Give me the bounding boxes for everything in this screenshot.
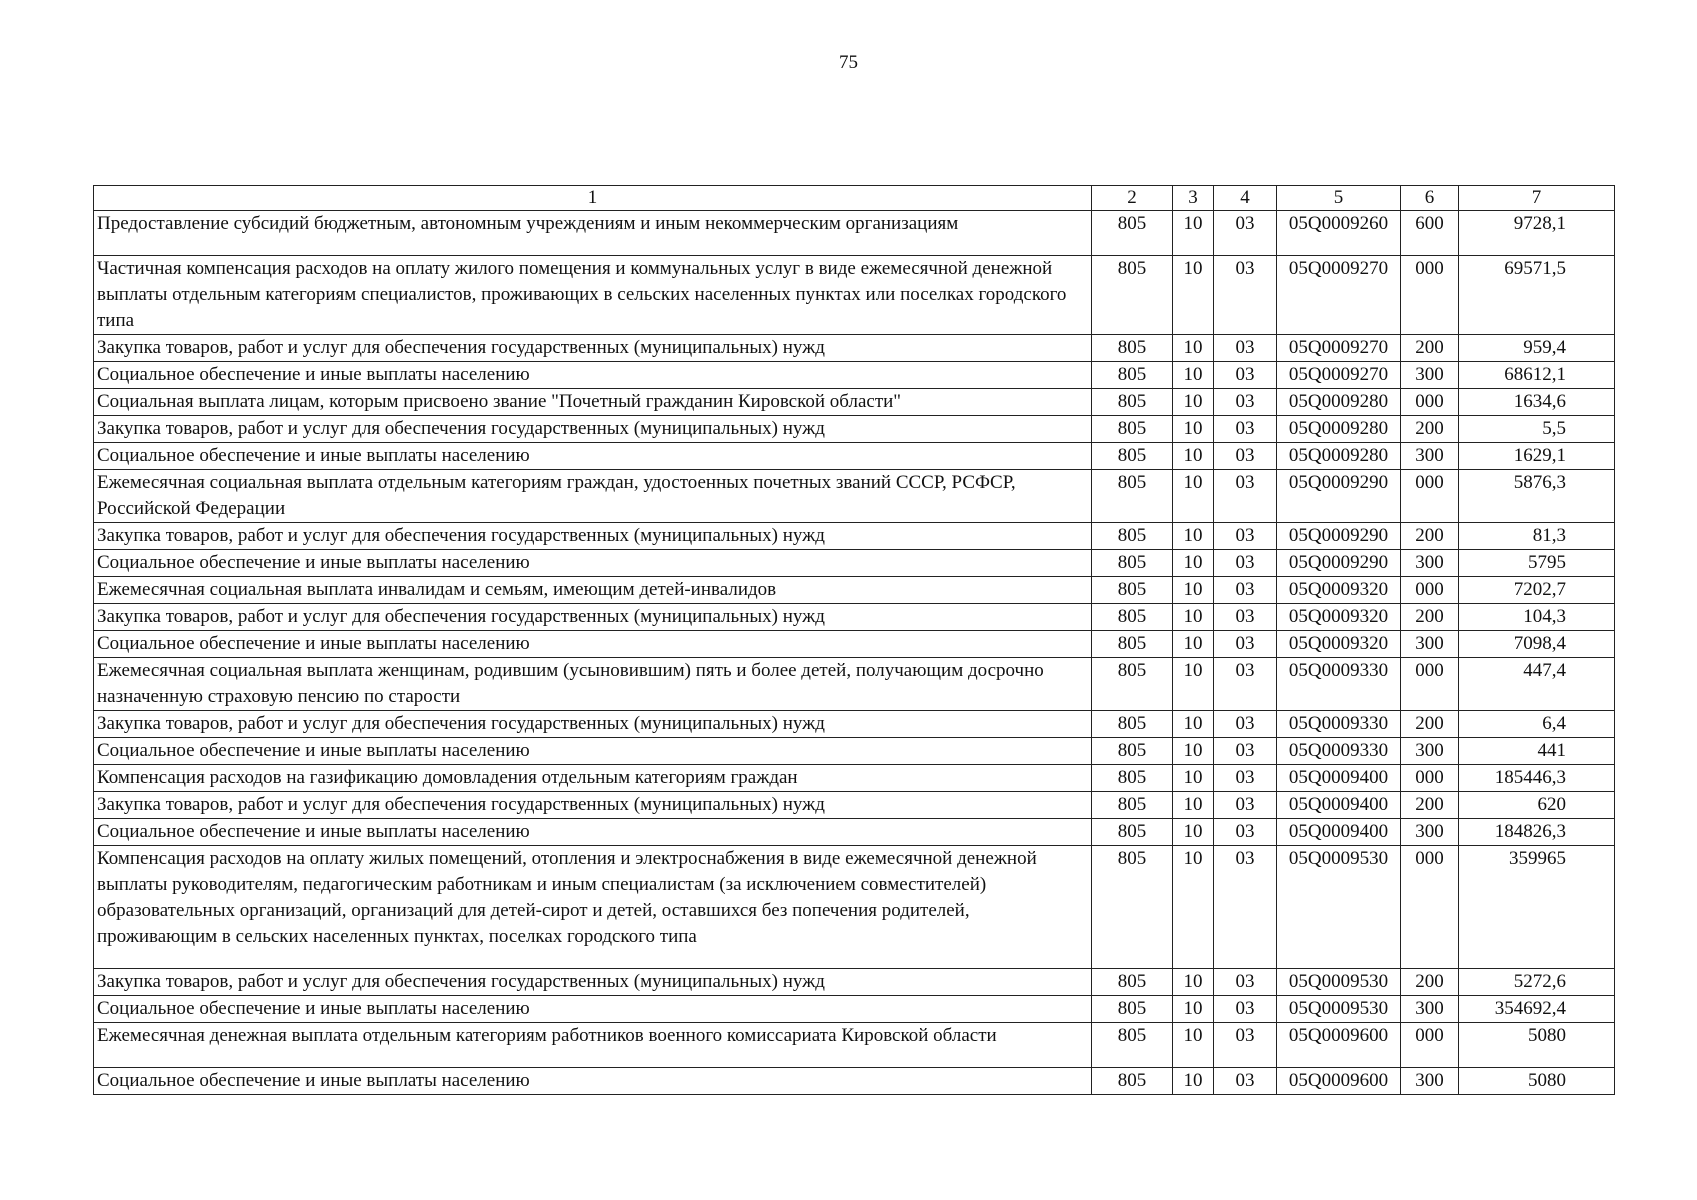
cell-amount: 7098,4 xyxy=(1459,631,1615,658)
cell-amount: 81,3 xyxy=(1459,523,1615,550)
cell-col-3: 10 xyxy=(1173,211,1214,256)
cell-col-2: 805 xyxy=(1092,470,1173,523)
cell-col-3: 10 xyxy=(1173,658,1214,711)
table-row xyxy=(94,443,1615,470)
cell-col-3: 10 xyxy=(1173,996,1214,1023)
cell-col-4: 03 xyxy=(1214,631,1277,658)
cell-col-5: 05Q0009270 xyxy=(1277,362,1401,389)
cell-col-6: 300 xyxy=(1401,550,1459,577)
table-row xyxy=(94,792,1615,819)
cell-col-3: 10 xyxy=(1173,416,1214,443)
cell-col-5: 05Q0009290 xyxy=(1277,523,1401,550)
cell-col-5: 05Q0009400 xyxy=(1277,792,1401,819)
cell-amount: 7202,7 xyxy=(1459,577,1615,604)
cell-col-5: 05Q0009330 xyxy=(1277,738,1401,765)
row-description: Закупка товаров, работ и услуг для обеспечения государственных (муниципальных) нужд xyxy=(94,969,1092,996)
cell-col-6: 000 xyxy=(1401,470,1459,523)
cell-col-3: 10 xyxy=(1173,523,1214,550)
cell-col-4: 03 xyxy=(1214,335,1277,362)
cell-col-2: 805 xyxy=(1092,1068,1173,1095)
table-row xyxy=(94,604,1615,631)
cell-col-5: 05Q0009290 xyxy=(1277,550,1401,577)
cell-col-6: 300 xyxy=(1401,996,1459,1023)
row-description: Социальное обеспечение и иные выплаты населению xyxy=(94,996,1092,1023)
cell-col-4: 03 xyxy=(1214,738,1277,765)
cell-amount: 5272,6 xyxy=(1459,969,1615,996)
cell-col-2: 805 xyxy=(1092,335,1173,362)
cell-col-6: 300 xyxy=(1401,443,1459,470)
cell-col-2: 805 xyxy=(1092,631,1173,658)
cell-col-3: 10 xyxy=(1173,577,1214,604)
cell-amount: 354692,4 xyxy=(1459,996,1615,1023)
cell-col-4: 03 xyxy=(1214,604,1277,631)
row-description: Компенсация расходов на оплату жилых помещений, отопления и электроснабжения в виде ежемесячной денежной выплаты руководителям, педагогическим работникам и иным специалистам (за исключением совместителей) образовательных организаций, организаций для детей-сирот и детей, оставшихся без попечения родителей, проживающим в сельских населенных пунктах, поселках городского типа xyxy=(94,846,1092,969)
cell-col-4: 03 xyxy=(1214,819,1277,846)
cell-col-4: 03 xyxy=(1214,550,1277,577)
cell-amount: 104,3 xyxy=(1459,604,1615,631)
cell-col-4: 03 xyxy=(1214,1023,1277,1068)
table-row xyxy=(94,523,1615,550)
cell-col-3: 10 xyxy=(1173,470,1214,523)
cell-col-4: 03 xyxy=(1214,416,1277,443)
cell-col-2: 805 xyxy=(1092,256,1173,335)
cell-col-5: 05Q0009330 xyxy=(1277,711,1401,738)
cell-amount: 6,4 xyxy=(1459,711,1615,738)
cell-col-3: 10 xyxy=(1173,738,1214,765)
cell-col-5: 05Q0009600 xyxy=(1277,1023,1401,1068)
cell-col-2: 805 xyxy=(1092,604,1173,631)
cell-col-4: 03 xyxy=(1214,362,1277,389)
cell-col-4: 03 xyxy=(1214,765,1277,792)
column-header: 4 xyxy=(1214,186,1277,211)
cell-col-3: 10 xyxy=(1173,443,1214,470)
cell-amount: 9728,1 xyxy=(1459,211,1615,256)
cell-col-2: 805 xyxy=(1092,577,1173,604)
row-description: Предоставление субсидий бюджетным, автономным учреждениям и иным некоммерческим организациям xyxy=(94,211,1092,256)
column-header: 1 xyxy=(94,186,1092,211)
cell-amount: 5,5 xyxy=(1459,416,1615,443)
cell-col-2: 805 xyxy=(1092,711,1173,738)
cell-col-3: 10 xyxy=(1173,846,1214,969)
cell-amount: 447,4 xyxy=(1459,658,1615,711)
table-row xyxy=(94,577,1615,604)
cell-col-3: 10 xyxy=(1173,1068,1214,1095)
row-description: Социальная выплата лицам, которым присвоено звание "Почетный гражданин Кировской области" xyxy=(94,389,1092,416)
cell-col-6: 000 xyxy=(1401,846,1459,969)
cell-col-2: 805 xyxy=(1092,416,1173,443)
cell-col-5: 05Q0009290 xyxy=(1277,470,1401,523)
cell-col-5: 05Q0009530 xyxy=(1277,846,1401,969)
table-row xyxy=(94,846,1615,969)
cell-col-4: 03 xyxy=(1214,577,1277,604)
cell-col-2: 805 xyxy=(1092,362,1173,389)
row-description: Социальное обеспечение и иные выплаты населению xyxy=(94,443,1092,470)
row-description: Социальное обеспечение и иные выплаты населению xyxy=(94,550,1092,577)
column-header: 6 xyxy=(1401,186,1459,211)
cell-amount: 5876,3 xyxy=(1459,470,1615,523)
column-header: 2 xyxy=(1092,186,1173,211)
cell-col-4: 03 xyxy=(1214,996,1277,1023)
table-row xyxy=(94,631,1615,658)
table-row xyxy=(94,819,1615,846)
cell-amount: 441 xyxy=(1459,738,1615,765)
row-description: Закупка товаров, работ и услуг для обеспечения государственных (муниципальных) нужд xyxy=(94,335,1092,362)
cell-col-4: 03 xyxy=(1214,443,1277,470)
cell-col-4: 03 xyxy=(1214,389,1277,416)
cell-col-5: 05Q0009400 xyxy=(1277,819,1401,846)
cell-col-5: 05Q0009270 xyxy=(1277,335,1401,362)
cell-col-6: 200 xyxy=(1401,335,1459,362)
table-row xyxy=(94,765,1615,792)
cell-col-4: 03 xyxy=(1214,211,1277,256)
cell-col-2: 805 xyxy=(1092,765,1173,792)
cell-amount: 68612,1 xyxy=(1459,362,1615,389)
cell-col-6: 300 xyxy=(1401,631,1459,658)
cell-col-6: 000 xyxy=(1401,658,1459,711)
cell-col-5: 05Q0009280 xyxy=(1277,389,1401,416)
cell-col-3: 10 xyxy=(1173,765,1214,792)
cell-col-2: 805 xyxy=(1092,738,1173,765)
cell-col-4: 03 xyxy=(1214,846,1277,969)
cell-col-3: 10 xyxy=(1173,335,1214,362)
table-row xyxy=(94,1068,1615,1095)
cell-col-6: 000 xyxy=(1401,577,1459,604)
table-row xyxy=(94,1023,1615,1068)
row-description: Закупка товаров, работ и услуг для обеспечения государственных (муниципальных) нужд xyxy=(94,711,1092,738)
row-description: Закупка товаров, работ и услуг для обеспечения государственных (муниципальных) нужд xyxy=(94,604,1092,631)
table-row xyxy=(94,969,1615,996)
cell-col-6: 300 xyxy=(1401,1068,1459,1095)
cell-col-6: 200 xyxy=(1401,523,1459,550)
cell-amount: 1634,6 xyxy=(1459,389,1615,416)
cell-amount: 5080 xyxy=(1459,1068,1615,1095)
table-row xyxy=(94,256,1615,335)
cell-col-5: 05Q0009600 xyxy=(1277,1068,1401,1095)
cell-col-6: 600 xyxy=(1401,211,1459,256)
cell-col-3: 10 xyxy=(1173,604,1214,631)
cell-amount: 359965 xyxy=(1459,846,1615,969)
cell-col-3: 10 xyxy=(1173,711,1214,738)
row-description: Ежемесячная социальная выплата инвалидам и семьям, имеющим детей-инвалидов xyxy=(94,577,1092,604)
row-description: Социальное обеспечение и иные выплаты населению xyxy=(94,819,1092,846)
row-description: Закупка товаров, работ и услуг для обеспечения государственных (муниципальных) нужд xyxy=(94,792,1092,819)
cell-col-4: 03 xyxy=(1214,470,1277,523)
cell-col-5: 05Q0009330 xyxy=(1277,658,1401,711)
cell-col-2: 805 xyxy=(1092,996,1173,1023)
cell-col-3: 10 xyxy=(1173,969,1214,996)
cell-col-6: 300 xyxy=(1401,738,1459,765)
cell-col-5: 05Q0009320 xyxy=(1277,631,1401,658)
table-row xyxy=(94,335,1615,362)
cell-col-2: 805 xyxy=(1092,846,1173,969)
cell-col-2: 805 xyxy=(1092,389,1173,416)
table-row xyxy=(94,416,1615,443)
table-row xyxy=(94,362,1615,389)
cell-col-3: 10 xyxy=(1173,362,1214,389)
row-description: Социальное обеспечение и иные выплаты населению xyxy=(94,1068,1092,1095)
cell-amount: 185446,3 xyxy=(1459,765,1615,792)
cell-col-3: 10 xyxy=(1173,1023,1214,1068)
cell-amount: 620 xyxy=(1459,792,1615,819)
cell-col-2: 805 xyxy=(1092,1023,1173,1068)
cell-col-2: 805 xyxy=(1092,658,1173,711)
cell-col-3: 10 xyxy=(1173,389,1214,416)
table-row xyxy=(94,996,1615,1023)
cell-amount: 1629,1 xyxy=(1459,443,1615,470)
page-number: 75 xyxy=(839,52,858,73)
cell-col-3: 10 xyxy=(1173,792,1214,819)
cell-col-6: 200 xyxy=(1401,969,1459,996)
cell-col-3: 10 xyxy=(1173,819,1214,846)
table-row xyxy=(94,738,1615,765)
cell-col-6: 200 xyxy=(1401,792,1459,819)
cell-amount: 69571,5 xyxy=(1459,256,1615,335)
cell-col-4: 03 xyxy=(1214,523,1277,550)
table-row xyxy=(94,658,1615,711)
cell-col-5: 05Q0009320 xyxy=(1277,577,1401,604)
cell-col-6: 200 xyxy=(1401,604,1459,631)
cell-col-6: 000 xyxy=(1401,1023,1459,1068)
cell-col-5: 05Q0009530 xyxy=(1277,996,1401,1023)
cell-col-2: 805 xyxy=(1092,211,1173,256)
cell-col-2: 805 xyxy=(1092,550,1173,577)
row-description: Компенсация расходов на газификацию домовладения отдельным категориям граждан xyxy=(94,765,1092,792)
table-body xyxy=(94,211,1615,1095)
cell-col-5: 05Q0009260 xyxy=(1277,211,1401,256)
cell-col-2: 805 xyxy=(1092,969,1173,996)
header-row xyxy=(94,186,1615,211)
column-header: 5 xyxy=(1277,186,1401,211)
cell-col-6: 200 xyxy=(1401,711,1459,738)
cell-amount: 5795 xyxy=(1459,550,1615,577)
table-row xyxy=(94,550,1615,577)
cell-col-6: 300 xyxy=(1401,819,1459,846)
cell-col-5: 05Q0009280 xyxy=(1277,443,1401,470)
cell-col-6: 000 xyxy=(1401,256,1459,335)
cell-col-4: 03 xyxy=(1214,256,1277,335)
row-description: Социальное обеспечение и иные выплаты населению xyxy=(94,738,1092,765)
row-description: Ежемесячная социальная выплата женщинам, родившим (усыновившим) пять и более детей, получающим досрочно назначенную страховую пенсию по старости xyxy=(94,658,1092,711)
cell-col-4: 03 xyxy=(1214,711,1277,738)
cell-amount: 959,4 xyxy=(1459,335,1615,362)
cell-col-5: 05Q0009280 xyxy=(1277,416,1401,443)
cell-col-4: 03 xyxy=(1214,969,1277,996)
cell-col-3: 10 xyxy=(1173,550,1214,577)
table-row xyxy=(94,470,1615,523)
cell-col-6: 000 xyxy=(1401,389,1459,416)
cell-col-5: 05Q0009400 xyxy=(1277,765,1401,792)
cell-col-2: 805 xyxy=(1092,443,1173,470)
table-row xyxy=(94,389,1615,416)
row-description: Ежемесячная социальная выплата отдельным категориям граждан, удостоенных почетных званий СССР, РСФСР, Российской Федерации xyxy=(94,470,1092,523)
cell-amount: 184826,3 xyxy=(1459,819,1615,846)
table-row xyxy=(94,711,1615,738)
cell-col-2: 805 xyxy=(1092,819,1173,846)
cell-col-4: 03 xyxy=(1214,792,1277,819)
cell-col-3: 10 xyxy=(1173,256,1214,335)
cell-col-6: 000 xyxy=(1401,765,1459,792)
cell-col-4: 03 xyxy=(1214,658,1277,711)
table-row xyxy=(94,211,1615,256)
cell-col-5: 05Q0009270 xyxy=(1277,256,1401,335)
row-description: Социальное обеспечение и иные выплаты населению xyxy=(94,631,1092,658)
row-description: Ежемесячная денежная выплата отдельным категориям работников военного комиссариата Кировской области xyxy=(94,1023,1092,1068)
cell-amount: 5080 xyxy=(1459,1023,1615,1068)
column-header: 3 xyxy=(1173,186,1214,211)
cell-col-5: 05Q0009320 xyxy=(1277,604,1401,631)
row-description: Закупка товаров, работ и услуг для обеспечения государственных (муниципальных) нужд xyxy=(94,523,1092,550)
cell-col-4: 03 xyxy=(1214,1068,1277,1095)
cell-col-3: 10 xyxy=(1173,631,1214,658)
cell-col-2: 805 xyxy=(1092,792,1173,819)
row-description: Частичная компенсация расходов на оплату жилого помещения и коммунальных услуг в виде ежемесячной денежной выплаты отдельным категориям специалистов, проживающих в сельских населенных пунктах или поселках городского типа xyxy=(94,256,1092,335)
row-description: Социальное обеспечение и иные выплаты населению xyxy=(94,362,1092,389)
cell-col-6: 300 xyxy=(1401,362,1459,389)
cell-col-5: 05Q0009530 xyxy=(1277,969,1401,996)
column-header: 7 xyxy=(1459,186,1615,211)
row-description: Закупка товаров, работ и услуг для обеспечения государственных (муниципальных) нужд xyxy=(94,416,1092,443)
cell-col-2: 805 xyxy=(1092,523,1173,550)
cell-col-6: 200 xyxy=(1401,416,1459,443)
budget-table xyxy=(93,185,1615,1095)
